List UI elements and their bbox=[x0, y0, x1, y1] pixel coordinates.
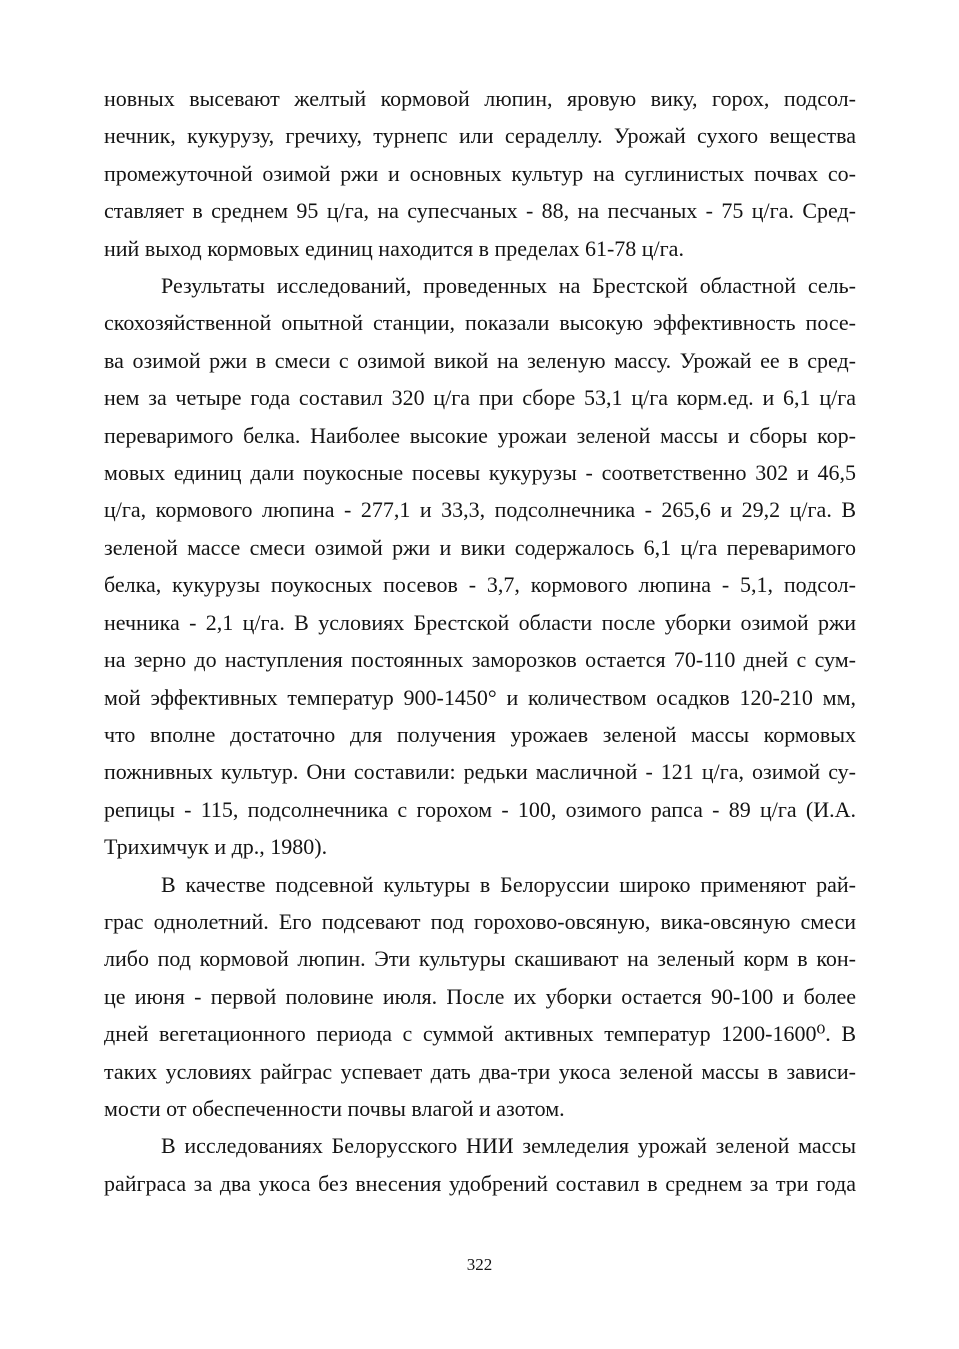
text-line: что вполне достаточно для получения урожаев зеленой массы кормовых bbox=[104, 721, 856, 747]
text-line: це июня - первой половине июля. После их уборки остается 90-100 и более bbox=[104, 983, 856, 1009]
text-line: пожнивных культур. Они составили: редьки масличной - 121 ц/га, озимой су- bbox=[104, 759, 856, 785]
text-line: мовых единиц дали поукосные посевы кукурузы - соответственно 302 и 46,5 bbox=[104, 460, 856, 486]
text-line: Результаты исследований, проведенных на Брестской областной сель- bbox=[161, 273, 856, 299]
paragraph-4 bbox=[104, 1127, 856, 1202]
text-line: ний выход кормовых единиц находится в пределах 61-78 ц/га. bbox=[104, 235, 684, 261]
body-text bbox=[104, 80, 856, 1202]
text-line: либо под кормовой люпин. Эти культуры скашивают на зеленый корм в кон- bbox=[104, 946, 856, 972]
paragraph-1 bbox=[104, 80, 856, 267]
text-line: мости от обеспеченности почвы влагой и азотом. bbox=[104, 1095, 565, 1121]
text-line: нечника - 2,1 ц/га. В условиях Брестской области после уборки озимой ржи bbox=[104, 609, 856, 635]
text-line: зеленой массе смеси озимой ржи и вики содержалось 6,1 ц/га переваримого bbox=[104, 534, 856, 560]
text-line: ц/га, кормового люпина - 277,1 и 33,3, подсолнечника - 265,6 и 29,2 ц/га. В bbox=[104, 497, 856, 523]
page-number: 322 bbox=[466, 1255, 493, 1274]
text-line: промежуточной озимой ржи и основных культур на суглинистых почвах со- bbox=[104, 160, 856, 186]
paragraph-3 bbox=[104, 866, 856, 1128]
text-line: ва озимой ржи в смеси с озимой викой на зеленую массу. Урожай ее в сред- bbox=[104, 347, 856, 373]
text-line: дней вегетационного периода с суммой активных температур 1200-1600⁰. В bbox=[104, 1021, 856, 1047]
paragraph-2 bbox=[104, 267, 856, 866]
text-line: репицы - 115, подсолнечника с горохом - 100, озимого рапса - 89 ц/га (И.А. bbox=[104, 796, 856, 822]
text-line: мой эффективных температур 900-1450° и количеством осадков 120-210 мм, bbox=[104, 684, 856, 710]
text-line: В качестве подсевной культуры в Белоруссии широко применяют рай- bbox=[161, 871, 856, 897]
text-line: новных высевают желтый кормовой люпин, яровую вику, горох, подсол- bbox=[104, 86, 856, 111]
text-line: скохозяйственной опытной станции, показали высокую эффективность посе- bbox=[104, 310, 856, 336]
text-line: Трихимчук и др., 1980). bbox=[104, 834, 328, 860]
text-line: грас однолетний. Его подсевают под горохово-овсяную, вика-овсяную смеси bbox=[104, 908, 856, 934]
text-line: нем за четыре года составил 320 ц/га при сборе 53,1 ц/га корм.ед. и 6,1 ц/га bbox=[104, 385, 856, 411]
text-line: В исследованиях Белорусского НИИ земледелия урожай зеленой массы bbox=[161, 1133, 856, 1159]
text-line: нечник, кукурузу, гречиху, турнепс или сераделлу. Урожай сухого вещества bbox=[104, 123, 856, 149]
text-line: ставляет в среднем 95 ц/га, на супесчаных - 88, на песчаных - 75 ц/га. Сред- bbox=[104, 198, 856, 224]
text-line: белка, кукурузы поукосных посевов - 3,7, кормового люпина - 5,1, подсол- bbox=[104, 572, 856, 598]
text-line: переваримого белка. Наиболее высокие урожаи зеленой массы и сборы кор- bbox=[104, 422, 856, 448]
text-line: райграса за два укоса без внесения удобрений составил в среднем за три года bbox=[104, 1170, 856, 1196]
text-line: таких условиях райграс успевает дать два-три укоса зеленой массы в зависи- bbox=[104, 1058, 856, 1084]
text-line: на зерно до наступления постоянных заморозков остается 70-110 дней с сум- bbox=[104, 647, 856, 673]
